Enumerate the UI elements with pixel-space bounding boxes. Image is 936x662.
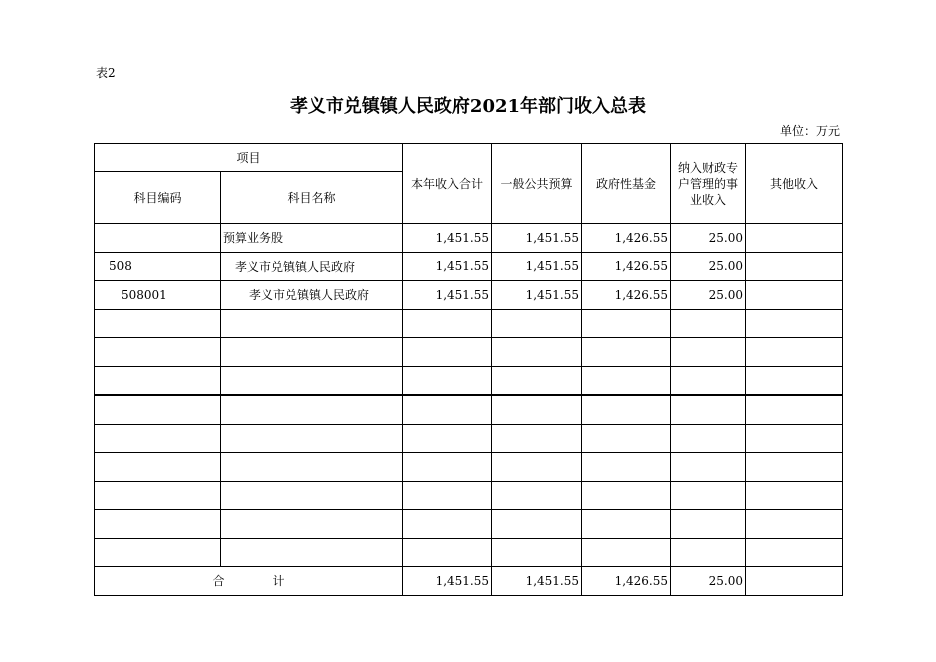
empty-row (95, 338, 843, 367)
total-fund: 1,426.55 (582, 567, 671, 596)
empty-row (95, 366, 843, 395)
header-special-account: 纳入财政专户管理的事业收入 (671, 144, 746, 224)
cell-code: 508 (95, 252, 221, 281)
cell-other (746, 224, 843, 253)
empty-row (95, 453, 843, 482)
header-other: 其他收入 (746, 144, 843, 224)
cell-general: 1,451.55 (492, 252, 582, 281)
total-total: 1,451.55 (403, 567, 492, 596)
total-special: 25.00 (671, 567, 746, 596)
header-general-budget: 一般公共预算 (492, 144, 582, 224)
cell-total: 1,451.55 (403, 281, 492, 310)
empty-row (95, 309, 843, 338)
unit-label: 单位：万元 (779, 124, 840, 138)
table-row (95, 281, 843, 310)
empty-row (95, 395, 843, 424)
cell-fund: 1,426.55 (582, 252, 671, 281)
empty-row (95, 538, 843, 567)
total-label (95, 567, 403, 596)
empty-row (95, 424, 843, 453)
total-row (95, 567, 843, 596)
header-code: 科目编码 (95, 172, 221, 224)
total-other (746, 567, 843, 596)
cell-special: 25.00 (671, 281, 746, 310)
cell-name: 孝义市兑镇镇人民政府 (221, 252, 403, 281)
cell-total: 1,451.55 (403, 252, 492, 281)
table-row (95, 224, 843, 253)
total-label-a: 合 (212, 574, 225, 589)
income-summary-table (94, 143, 843, 596)
empty-row (95, 510, 843, 539)
empty-row (95, 481, 843, 510)
total-label-b: 计 (272, 574, 285, 589)
table-number: 表2 (96, 66, 116, 80)
cell-fund: 1,426.55 (582, 224, 671, 253)
cell-other (746, 252, 843, 281)
table-row (95, 252, 843, 281)
cell-special: 25.00 (671, 252, 746, 281)
cell-other (746, 281, 843, 310)
cell-total: 1,451.55 (403, 224, 492, 253)
cell-name: 预算业务股 (221, 224, 403, 253)
total-general: 1,451.55 (492, 567, 582, 596)
cell-general: 1,451.55 (492, 281, 582, 310)
header-gov-fund: 政府性基金 (582, 144, 671, 224)
header-project: 项目 (95, 144, 403, 172)
header-name: 科目名称 (221, 172, 403, 224)
page-title: 孝义市兑镇镇人民政府2021年部门收入总表 (289, 96, 647, 117)
header-row-1 (95, 144, 843, 172)
cell-name: 孝义市兑镇镇人民政府 (221, 281, 403, 310)
cell-special: 25.00 (671, 224, 746, 253)
cell-fund: 1,426.55 (582, 281, 671, 310)
cell-general: 1,451.55 (492, 224, 582, 253)
cell-code: 508001 (95, 281, 221, 310)
cell-code (95, 224, 221, 253)
header-total: 本年收入合计 (403, 144, 492, 224)
